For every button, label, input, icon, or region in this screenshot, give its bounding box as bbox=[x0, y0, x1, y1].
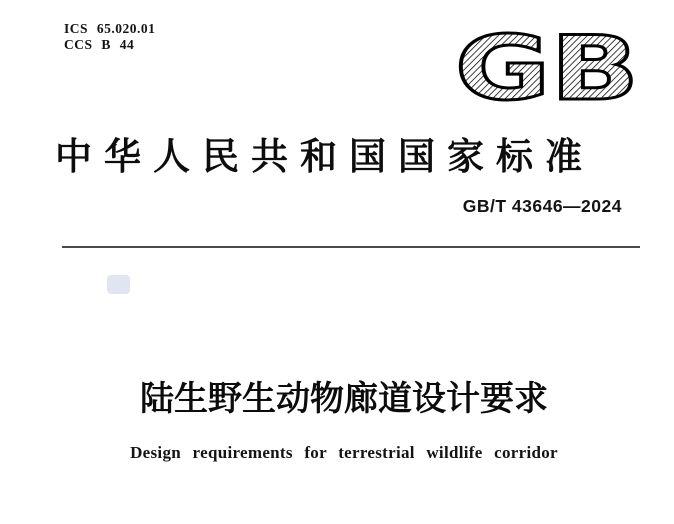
gb-logo-text: GB bbox=[455, 24, 639, 110]
classification-codes bbox=[64, 21, 155, 53]
gb-logo-icon bbox=[452, 24, 642, 110]
national-standard-heading: 中华人民共和国国家标准 bbox=[55, 137, 594, 178]
ics-code: ICS 65.020.01 bbox=[64, 21, 156, 36]
watermark-stamp-icon bbox=[107, 275, 130, 294]
ccs-code: CCS B 44 bbox=[64, 37, 135, 52]
document-title-chinese: 陆生野生动物廊道设计要求 bbox=[140, 380, 548, 418]
header-divider bbox=[62, 246, 640, 248]
standard-number: GB/T 43646—2024 bbox=[462, 196, 622, 216]
document-title-english: Design requirements for terrestrial wildlife corridor bbox=[130, 443, 558, 462]
